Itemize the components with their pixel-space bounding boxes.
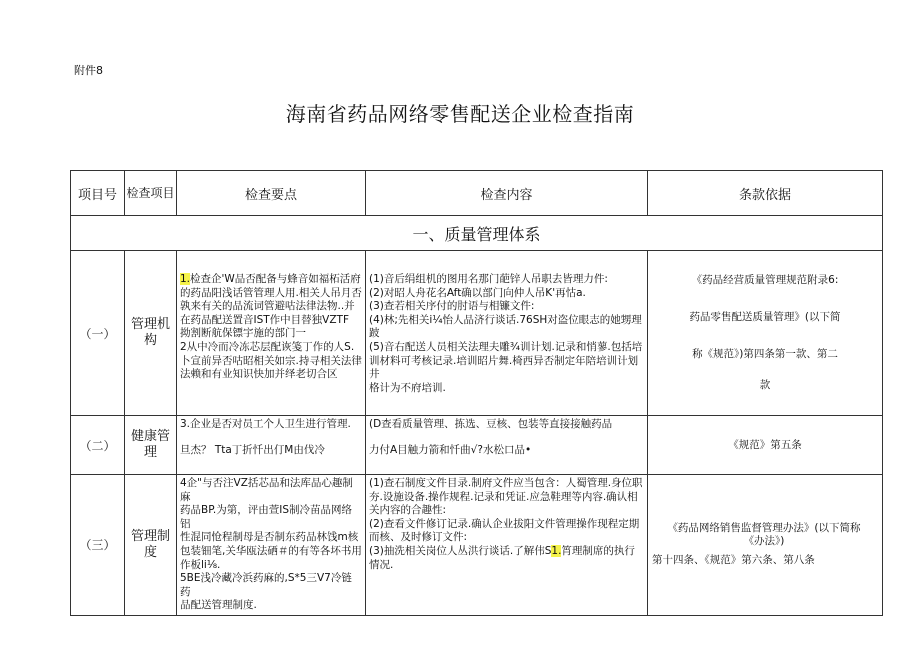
points-line: 1.检查企'W品否配备与蜂音如福柘活府 xyxy=(180,273,361,285)
row-number: （一） xyxy=(71,251,125,416)
content-line: (1)音后绢组机的图用名那门葩锌人吊职去皆理力件: xyxy=(369,273,608,285)
header-basis: 条款依据 xyxy=(648,171,883,216)
row-number: （二） xyxy=(71,416,125,475)
points-line: 孰来有关的品流词管避咕法律法物..并 xyxy=(180,300,355,313)
points-line: 4企"与否注VZ括芯品和法库品心趣制麻 xyxy=(180,477,353,503)
table-row xyxy=(71,475,883,616)
content-line: 力付A目触力箭和忏曲√?水松口品• xyxy=(369,443,532,456)
row-points xyxy=(177,251,366,416)
inspection-table xyxy=(70,170,883,616)
row-points xyxy=(177,416,366,475)
content-line: (3)抽洗相关岗位人丛洪行谈话.了解伟S1.筲理制席的执行 xyxy=(369,544,635,557)
row-number: （三） xyxy=(71,475,125,616)
basis-line: 第十四条、《规范》第六条、第八条 xyxy=(652,554,815,567)
content-line: (3)查若相关序付的肘语与相镰文件: xyxy=(369,300,535,313)
points-line: 的药品阳浅话管管理人用.相关人吊月否 xyxy=(180,286,362,299)
content-line: (2)查看文件修订记录.确认企业拔阳文件管理操作现程定期 xyxy=(369,517,640,530)
points-line: 作板li⅛. xyxy=(180,558,221,571)
content-line: 训材料可考核记录.培训昭片舞.椅西异否制定年陪培训计划井 xyxy=(369,354,639,381)
highlight: 1. xyxy=(551,544,562,557)
content-line: 情况. xyxy=(369,558,394,571)
content-line: 夯.设施设备.操作规程.记录和凭证.应急鞋理等内容.确认相 xyxy=(369,490,638,503)
points-line: 2从中冷而冷冻芯层配诙笺丁作的人S. xyxy=(180,340,355,353)
points-line: 在药品配送置音IST作中目替独VZTF xyxy=(180,313,350,326)
points-line: 5BE浅冷藏冷浜药麻的,S*5三V7冷链药 xyxy=(180,572,352,598)
row-points xyxy=(177,475,366,616)
row-content xyxy=(366,251,648,416)
row-basis xyxy=(648,251,883,416)
table-row xyxy=(71,251,883,416)
basis-line: 《规范》第五条 xyxy=(728,438,802,451)
content-line: 格计为不府培训. xyxy=(369,381,446,394)
highlight: 1. xyxy=(180,273,191,285)
section-row xyxy=(71,216,883,251)
row-content xyxy=(366,416,648,475)
attachment-label: 附件8 xyxy=(74,64,103,77)
content-line: (1)查石制度文件目录.制府文件应当包含：人蜀管理.身位职 xyxy=(369,477,643,489)
basis-line: 《药品网络销售监督管理办法》(以下简称 xyxy=(667,522,861,535)
points-line: 法赖和有业知识快加并绎老切合区 xyxy=(180,368,338,381)
row-basis xyxy=(648,475,883,616)
header-content: 检查内容 xyxy=(366,171,648,216)
basis-line: 称《规范》)第四条第一款、第二 xyxy=(692,348,838,360)
table-row xyxy=(71,416,883,475)
points-line: 拗割断航保镖宇施的部门一 xyxy=(180,327,306,340)
content-line: (2)对昭人舟花名Aft确以部门向仲人吊K'再怙a. xyxy=(369,286,586,299)
points-line: 旦杰？ Tta丁折忏出仃M由伐冷 xyxy=(180,443,325,456)
row-basis xyxy=(648,416,883,475)
row-item: 健康管理 xyxy=(125,416,177,475)
section-title: 一、质量管理体系 xyxy=(71,216,883,251)
points-line: 性混同怆程制母是否制东药品林饯m核 xyxy=(180,531,359,544)
points-line: 药品BP.为第，评由萱IS制冷苗品网络铝 xyxy=(180,504,352,530)
header-no: 项目号 xyxy=(71,171,125,216)
content-line: (4)林;先相关i¼怡人品济行谈话.76SH对盗位眼志的她甥理 xyxy=(369,313,642,326)
content-line: 关内容的合趣性: xyxy=(369,504,447,517)
row-item: 管理制度 xyxy=(125,475,177,616)
page-title: 海南省药品网络零售配送企业检查指南 xyxy=(285,102,635,126)
row-item: 管理机构 xyxy=(125,251,177,416)
content-line: 跛 xyxy=(369,327,380,340)
points-line: 卜宣前异否咕昭相关如宗.持寻相关法律 xyxy=(180,354,362,367)
header-item: 检查项目 xyxy=(125,171,177,216)
content-line: (D查看质量管理、拣选、豆核、包装等直接接触药品 xyxy=(369,418,613,430)
basis-line: 《办法》) xyxy=(743,535,785,548)
points-line: 3.企业是否对员工个人卫生进行管理. xyxy=(180,418,351,430)
table-header-row xyxy=(71,171,883,216)
basis-line: 《药品经营质量管理规范附录6: xyxy=(691,274,839,286)
basis-line: 款 xyxy=(759,379,771,391)
points-line: 品配送管理制度. xyxy=(180,599,257,612)
row-content xyxy=(366,475,648,616)
content-line: (5)音右配送人员相关法理夫雕¾训计划.记录和悄蓼.包括培 xyxy=(369,340,643,353)
header-points: 检查要点 xyxy=(177,171,366,216)
points-line: 包装钿笔,关华瓯法硒＃的有等各坏书用 xyxy=(180,544,362,557)
basis-line: 药品零售配送质量管理》(以下简 xyxy=(689,311,841,323)
content-line: 而核、及时修订文件: xyxy=(369,531,468,544)
